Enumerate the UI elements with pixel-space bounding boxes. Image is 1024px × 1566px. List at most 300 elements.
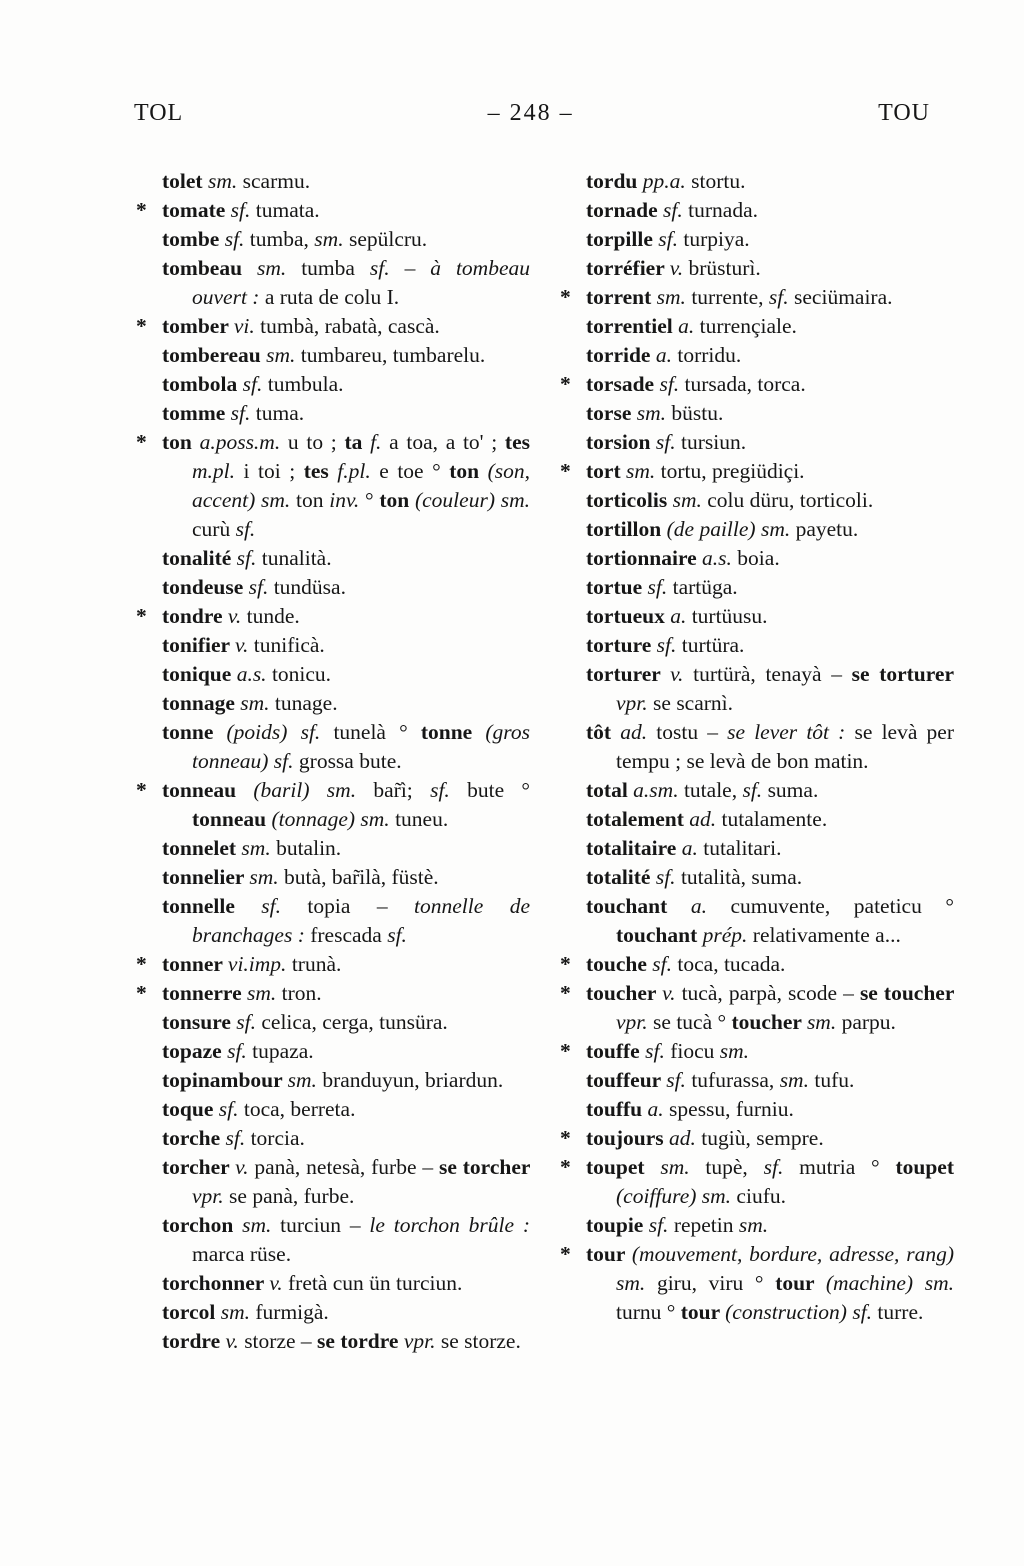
grammar-tag: v. <box>235 1155 255 1179</box>
dictionary-entry <box>558 805 954 834</box>
grammar-tag: a. <box>678 314 700 338</box>
headword: tonsure <box>162 1010 237 1034</box>
translation-text: tutalamente. <box>721 807 828 831</box>
grammar-tag: sm. <box>636 401 672 425</box>
grammar-tag: vpr. <box>616 691 654 715</box>
grammar-tag: sf. <box>242 372 268 396</box>
translation-text: e toe ° <box>379 459 450 483</box>
grammar-tag: sf. <box>658 227 684 251</box>
grammar-tag: sf. <box>230 401 256 425</box>
headword: touffu <box>586 1097 648 1121</box>
translation-text: tupaza. <box>252 1039 314 1063</box>
grammar-tag: sf. <box>236 1010 262 1034</box>
grammar-tag: sm. <box>249 865 285 889</box>
headword: tortillon <box>586 517 667 541</box>
dictionary-entry <box>558 1037 954 1066</box>
translation-text: payetu. <box>795 517 859 541</box>
grammar-tag: sf. <box>227 1039 253 1063</box>
grammar-tag: sm. <box>246 981 282 1005</box>
grammar-tag: a. <box>647 1097 670 1121</box>
translation-text: tron. <box>281 981 322 1005</box>
translation-text: tufurassa, <box>691 1068 780 1092</box>
headword: tour <box>680 1300 726 1324</box>
translation-text: – <box>404 256 431 280</box>
translation-text: turnu ° <box>616 1300 681 1324</box>
translation-text: tunificà. <box>253 633 325 657</box>
headword: touffe <box>586 1039 646 1063</box>
translation-text: bute ° <box>467 778 531 802</box>
translation-text: turnada. <box>688 198 758 222</box>
grammar-tag: (son, accent) sm. <box>192 459 531 512</box>
headword: total <box>586 778 634 802</box>
grammar-tag: sf. <box>387 923 407 947</box>
translation-text: turre. <box>877 1300 924 1324</box>
dictionary-entry <box>558 167 954 196</box>
dictionary-entry <box>134 689 530 718</box>
headword: tordu <box>586 169 643 193</box>
translation-text: frescada <box>310 923 388 947</box>
grammar-tag: v. <box>225 1329 245 1353</box>
headword: torchonner <box>162 1271 270 1295</box>
dictionary-entry <box>558 863 954 892</box>
translation-text: tundüsa. <box>273 575 346 599</box>
grammar-tag: sf. <box>225 1126 251 1150</box>
translation-text: se panà, furbe. <box>229 1184 355 1208</box>
headword: tombe <box>162 227 225 251</box>
dictionary-entry <box>558 515 954 544</box>
translation-text: tonicu. <box>271 662 332 686</box>
headword: toucher <box>586 981 663 1005</box>
grammar-tag: (de paille) sm. <box>666 517 796 541</box>
translation-text: bar̃ì; <box>373 778 431 802</box>
headword: tordre <box>162 1329 226 1353</box>
grammar-tag: ad. <box>620 720 657 744</box>
guide-word-right: TOU <box>878 100 930 126</box>
translation-text: curù <box>192 517 236 541</box>
headword: tes <box>303 459 338 483</box>
translation-text: turrente, <box>691 285 769 309</box>
grammar-tag: sf. <box>742 778 768 802</box>
headword: torcher <box>162 1155 236 1179</box>
grammar-tag: a. <box>655 343 678 367</box>
dictionary-entry <box>134 544 530 573</box>
grammar-tag: f. <box>370 430 390 454</box>
grammar-tag: à tombeau ouvert : <box>192 256 531 309</box>
grammar-tag: sf. <box>224 227 250 251</box>
dictionary-entry <box>558 1240 954 1327</box>
dictionary-entry <box>558 718 954 776</box>
grammar-tag: vpr. <box>616 1010 654 1034</box>
translation-text: torcia. <box>250 1126 305 1150</box>
dictionary-entry <box>134 1037 530 1066</box>
dictionary-entry <box>134 979 530 1008</box>
asterisk-marker: * <box>560 1126 571 1150</box>
headword: tonalité <box>162 546 237 570</box>
headword: se tordre <box>317 1329 404 1353</box>
headword: tonneau <box>162 778 254 802</box>
dictionary-entry <box>134 196 530 225</box>
grammar-tag: a. <box>681 836 704 860</box>
grammar-tag: sm. <box>241 836 277 860</box>
translation-text: sepülcru. <box>348 227 428 251</box>
dictionary-entry <box>134 1298 530 1327</box>
page-header <box>134 100 954 127</box>
translation-text: panà, netesà, furbe – <box>254 1155 439 1179</box>
grammar-tag: sm. <box>719 1039 750 1063</box>
headword: se torturer <box>851 662 955 686</box>
grammar-tag: sf. <box>248 575 274 599</box>
grammar-tag: prép. <box>702 923 753 947</box>
headword: touchant <box>616 923 703 947</box>
translation-text: toca, tucada. <box>677 952 786 976</box>
headword: tondeuse <box>162 575 249 599</box>
dictionary-entry <box>558 776 954 805</box>
grammar-tag: sm. <box>660 1155 706 1179</box>
translation-text: butà, bar̃ilà, füstè. <box>284 865 439 889</box>
translation-text: se scarnì. <box>653 691 734 715</box>
headword: se toucher <box>859 981 954 1005</box>
headword: torcol <box>162 1300 221 1324</box>
translation-text: tuma. <box>255 401 305 425</box>
translation-text: i toi ; <box>243 459 304 483</box>
translation-text: tutalitari. <box>703 836 782 860</box>
dictionary-entry <box>134 863 530 892</box>
translation-text: butalin. <box>276 836 342 860</box>
headword: tombereau <box>162 343 267 367</box>
translation-text: tumbula. <box>267 372 344 396</box>
translation-text: furmigà. <box>255 1300 329 1324</box>
dictionary-entry <box>134 167 530 196</box>
translation-text: turpiya. <box>683 227 750 251</box>
grammar-tag: v. <box>670 662 694 686</box>
headword: torréfier <box>586 256 670 280</box>
translation-text: büstu. <box>671 401 724 425</box>
grammar-tag: sm. <box>240 691 275 715</box>
grammar-tag: sf. <box>261 894 308 918</box>
dictionary-entry <box>558 602 954 631</box>
headword: tes <box>504 430 530 454</box>
grammar-tag: sf. <box>655 865 681 889</box>
translation-text: grossa bute. <box>298 749 402 773</box>
translation-text: ciufu. <box>736 1184 786 1208</box>
asterisk-marker: * <box>136 778 147 802</box>
grammar-tag: sm. <box>626 459 661 483</box>
translation-text: boia. <box>737 546 780 570</box>
translation-text: tutalità, suma. <box>680 865 803 889</box>
translation-text: fiocu <box>670 1039 720 1063</box>
translation-text: tunelà ° <box>333 720 421 744</box>
grammar-tag: a.poss.m. <box>199 430 288 454</box>
dictionary-entry <box>134 225 530 254</box>
headword: tonneau <box>192 807 272 831</box>
translation-text: tucà, parpà, scode – <box>681 981 860 1005</box>
headword: tortueux <box>586 604 671 628</box>
translation-text: turtürà, tenayà – <box>693 662 852 686</box>
grammar-tag: a.s. <box>702 546 738 570</box>
grammar-tag: vi.imp. <box>227 952 292 976</box>
asterisk-marker: * <box>560 372 571 396</box>
headword: tonner <box>162 952 228 976</box>
headword: torchon <box>162 1213 243 1237</box>
headword: ton <box>379 488 415 512</box>
translation-text: brüsturì. <box>688 256 761 280</box>
translation-text: se tucà ° <box>653 1010 732 1034</box>
headword: tort <box>586 459 626 483</box>
dictionary-entry <box>134 602 530 631</box>
translation-text: tumba <box>301 256 370 280</box>
headword: tour <box>586 1242 632 1266</box>
dictionary-entry <box>134 892 530 950</box>
translation-text: parpu. <box>841 1010 896 1034</box>
headword: torture <box>586 633 657 657</box>
headword: tomme <box>162 401 231 425</box>
grammar-tag: se lever tôt : <box>727 720 855 744</box>
headword: torticolis <box>586 488 673 512</box>
dictionary-entry <box>134 254 530 312</box>
grammar-tag: sm. <box>207 169 243 193</box>
translation-text: topia – <box>307 894 415 918</box>
headword: tonnage <box>162 691 241 715</box>
grammar-tag: sf. <box>652 952 678 976</box>
headword: touffeur <box>586 1068 667 1092</box>
grammar-tag: (coiffure) sm. <box>616 1184 737 1208</box>
translation-text: tumba, <box>249 227 315 251</box>
grammar-tag: a.s. <box>236 662 272 686</box>
dictionary-entry <box>134 1124 530 1153</box>
headword: se torcher <box>438 1155 531 1179</box>
grammar-tag: sf. <box>666 1068 692 1092</box>
headword: tonne <box>162 720 227 744</box>
grammar-tag: sm. <box>779 1068 815 1092</box>
dictionary-entry <box>134 776 530 834</box>
translation-text: se levà per tempu ; se levà de bon matin. <box>616 720 954 773</box>
headword: torsade <box>586 372 660 396</box>
translation-text: branduyun, briardun. <box>322 1068 504 1092</box>
headword: tôt <box>586 720 621 744</box>
asterisk-marker: * <box>136 604 147 628</box>
dictionary-entry <box>134 573 530 602</box>
headword: torride <box>586 343 656 367</box>
grammar-tag: a.sm. <box>633 778 684 802</box>
headword: ton <box>449 459 488 483</box>
translation-text: storze – <box>244 1329 318 1353</box>
dictionary-entry <box>558 979 954 1037</box>
grammar-tag: pp.a. <box>642 169 692 193</box>
translation-text: trunà. <box>291 952 342 976</box>
grammar-tag: sf. <box>236 546 262 570</box>
headword: touche <box>586 952 653 976</box>
grammar-tag: sf. <box>768 285 795 309</box>
translation-text: tupè, <box>705 1155 764 1179</box>
dictionary-entry <box>558 370 954 399</box>
headword: tornade <box>586 198 664 222</box>
headword: tonnelle <box>162 894 262 918</box>
grammar-tag: sf. <box>235 517 256 541</box>
translation-text: tumata. <box>255 198 320 222</box>
headword: totalement <box>586 807 690 831</box>
grammar-tag: a. <box>670 604 692 628</box>
dictionary-entry <box>558 283 954 312</box>
grammar-tag: sf. <box>648 1213 674 1237</box>
grammar-tag: (couleur) sm. <box>414 488 530 512</box>
translation-text: tumbà, rabatà, cascà. <box>260 314 440 338</box>
dictionary-entry <box>134 399 530 428</box>
headword: toupie <box>586 1213 649 1237</box>
asterisk-marker: * <box>136 981 147 1005</box>
dictionary-entry <box>558 196 954 225</box>
translation-text: cumuvente, pateticu ° <box>730 894 955 918</box>
headword: torche <box>162 1126 226 1150</box>
grammar-tag: (poids) sf. <box>226 720 334 744</box>
headword: torpille <box>586 227 659 251</box>
dictionary-entry <box>558 544 954 573</box>
headword: topinambour <box>162 1068 288 1092</box>
dictionary-entry <box>134 1153 530 1211</box>
dictionary-entry <box>134 834 530 863</box>
grammar-tag: sm. <box>656 285 692 309</box>
translation-text: tunde. <box>246 604 300 628</box>
dictionary-entry <box>134 1327 530 1356</box>
headword: toupet <box>586 1155 661 1179</box>
asterisk-marker: * <box>136 198 147 222</box>
translation-text: repetin <box>673 1213 739 1237</box>
headword: toujours <box>586 1126 670 1150</box>
translation-text: turciun – <box>280 1213 370 1237</box>
translation-text: tutale, <box>683 778 743 802</box>
headword: topaze <box>162 1039 228 1063</box>
headword: tonique <box>162 662 237 686</box>
translation-text: tufu. <box>814 1068 855 1092</box>
headword: totalitaire <box>586 836 682 860</box>
dictionary-entry <box>134 1008 530 1037</box>
translation-text: ton <box>296 488 330 512</box>
grammar-tag: m.pl. <box>192 459 244 483</box>
headword: toucher <box>731 1010 807 1034</box>
grammar-tag: v. <box>662 981 682 1005</box>
grammar-tag: sm. <box>672 488 708 512</box>
asterisk-marker: * <box>136 314 147 338</box>
translation-text: tunage. <box>274 691 338 715</box>
dictionary-entry <box>558 1066 954 1095</box>
grammar-tag: sf. <box>430 778 468 802</box>
dictionary-entry <box>558 1153 954 1211</box>
grammar-tag: ad. <box>669 1126 702 1150</box>
translation-text: stortu. <box>691 169 746 193</box>
asterisk-marker: * <box>136 430 147 454</box>
grammar-tag: sf. <box>218 1097 244 1121</box>
dictionary-entry <box>558 573 954 602</box>
dictionary-entry <box>134 1269 530 1298</box>
asterisk-marker: * <box>560 459 571 483</box>
headword: tonnelier <box>162 865 250 889</box>
translation-text: giru, viru ° <box>656 1271 776 1295</box>
headword: totalité <box>586 865 656 889</box>
headword: ta <box>344 430 371 454</box>
grammar-tag: sm. <box>242 1213 281 1237</box>
grammar-tag: (tonnage) sm. <box>271 807 396 831</box>
headword: torturer <box>586 662 671 686</box>
translation-text: tunalità. <box>261 546 332 570</box>
grammar-tag: (gros tonneau) sf. <box>192 720 530 773</box>
grammar-tag: le torchon brûle : <box>369 1213 530 1237</box>
grammar-tag: sf. <box>659 372 685 396</box>
translation-text: turtüusu. <box>691 604 768 628</box>
dictionary-entry <box>558 631 954 660</box>
grammar-tag: sf. <box>369 256 405 280</box>
dictionary-entry <box>134 631 530 660</box>
translation-text: u to ; <box>287 430 345 454</box>
translation-text: turrençiale. <box>699 314 797 338</box>
translation-text: suma. <box>767 778 819 802</box>
translation-text: tursada, torca. <box>684 372 806 396</box>
dictionary-entry <box>134 1095 530 1124</box>
headword: torsion <box>586 430 656 454</box>
grammar-tag: (construction) sf. <box>725 1300 878 1324</box>
translation-text: fretà cun ün turciun. <box>288 1271 463 1295</box>
headword: tortionnaire <box>586 546 703 570</box>
dictionary-entry <box>558 1124 954 1153</box>
translation-text: celica, cerga, tunsüra. <box>261 1010 448 1034</box>
grammar-tag: v. <box>269 1271 289 1295</box>
translation-text: tuneu. <box>395 807 449 831</box>
grammar-tag: sm. <box>220 1300 256 1324</box>
translation-text: ° <box>365 488 380 512</box>
grammar-tag: (mouvement, bordure, adresse, rang) sm. <box>616 1242 954 1295</box>
translation-text: a ruta de colu I. <box>264 285 400 309</box>
headword: toque <box>162 1097 219 1121</box>
headword: tolet <box>162 169 208 193</box>
asterisk-marker: * <box>136 952 147 976</box>
translation-text: scarmu. <box>242 169 311 193</box>
headword: tonnelet <box>162 836 242 860</box>
translation-text: a toa, a to' ; <box>389 430 505 454</box>
headword: tonnerre <box>162 981 247 1005</box>
grammar-tag: sf. <box>230 198 256 222</box>
grammar-tag: sm. <box>806 1010 842 1034</box>
dictionary-entry <box>558 1095 954 1124</box>
headword: touchant <box>586 894 691 918</box>
headword: torse <box>586 401 637 425</box>
dictionary-entry <box>134 660 530 689</box>
dictionary-entry <box>134 718 530 776</box>
dictionary-entry <box>558 428 954 457</box>
dictionary-entry <box>558 457 954 486</box>
grammar-tag: sm. <box>314 227 349 251</box>
headword: tour <box>775 1271 826 1295</box>
grammar-tag: sf. <box>645 1039 671 1063</box>
headword: tortue <box>586 575 648 599</box>
headword: tomate <box>162 198 231 222</box>
dictionary-entry <box>134 341 530 370</box>
dictionary-entry <box>558 950 954 979</box>
grammar-tag: v. <box>669 256 689 280</box>
headword: tombola <box>162 372 243 396</box>
headword: tonne <box>420 720 486 744</box>
asterisk-marker: * <box>560 981 571 1005</box>
dictionary-entry <box>558 312 954 341</box>
grammar-tag: sf. <box>663 198 689 222</box>
translation-text: turtüra. <box>681 633 745 657</box>
page-number: – 248 – <box>487 100 574 126</box>
translation-text: colu düru, torticoli. <box>707 488 874 512</box>
headword: torrentiel <box>586 314 679 338</box>
dictionary-entry <box>558 660 954 718</box>
grammar-tag: sf. <box>656 633 682 657</box>
asterisk-marker: * <box>560 285 571 309</box>
asterisk-marker: * <box>560 952 571 976</box>
headword: ton <box>162 430 200 454</box>
dictionary-entry <box>558 399 954 428</box>
